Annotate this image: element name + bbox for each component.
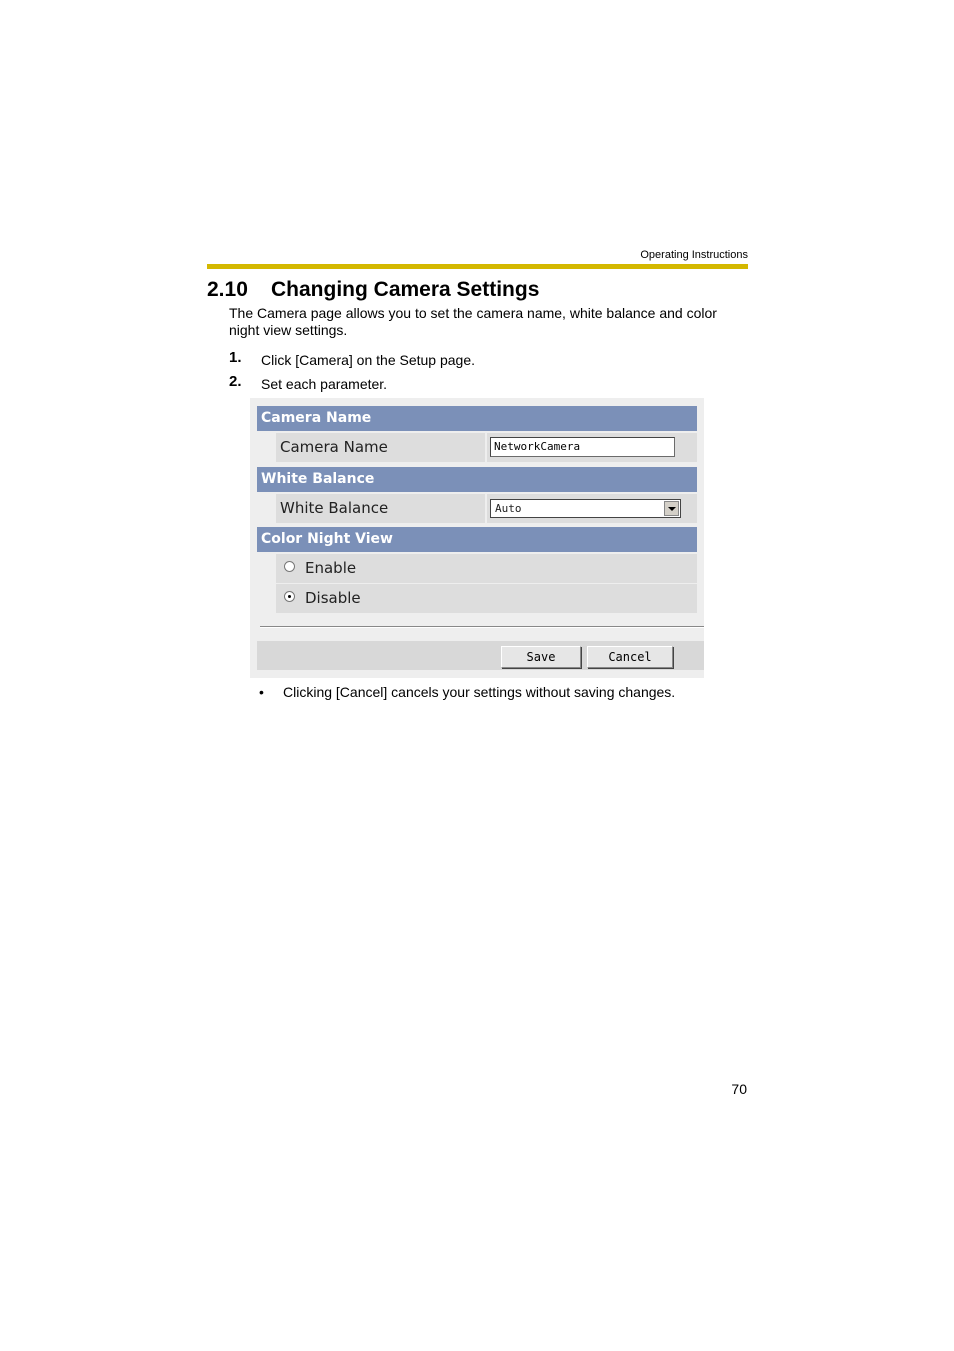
step-number: 2.: [229, 373, 242, 390]
camera-settings-screenshot: [250, 398, 704, 678]
camera-name-row: [276, 433, 697, 462]
section-number: 2.10: [207, 278, 248, 301]
color-night-view-section-bar: Color Night View: [257, 527, 697, 552]
bullet: •: [259, 684, 264, 700]
enable-radio[interactable]: [284, 561, 295, 572]
camera-name-section-bar: Camera Name: [257, 406, 697, 431]
button-bar: [257, 641, 704, 670]
enable-option-row: [276, 554, 697, 583]
row-divider: [485, 433, 487, 462]
page-number: 70: [731, 1081, 747, 1097]
white-balance-label: White Balance: [280, 499, 389, 517]
camera-name-input[interactable]: NetworkCamera: [490, 437, 675, 457]
intro-paragraph: The Camera page allows you to set the camera name, white balance and color night view settings.: [229, 305, 717, 338]
section-heading: [207, 278, 539, 302]
enable-radio-label: Enable: [305, 559, 357, 577]
step-text: Click [Camera] on the Setup page.: [261, 352, 476, 368]
step-number: 1.: [229, 349, 242, 366]
form-separator-highlight: [260, 627, 704, 628]
save-button[interactable]: Save: [501, 646, 581, 668]
white-balance-row: [276, 494, 697, 523]
running-header: Operating Instructions: [640, 249, 748, 261]
dropdown-arrow-icon[interactable]: [664, 501, 679, 516]
header-rule: [207, 264, 748, 269]
note-text: Clicking [Cancel] cancels your settings without saving changes.: [283, 684, 676, 700]
camera-name-label: Camera Name: [280, 438, 388, 456]
disable-radio[interactable]: [284, 591, 295, 602]
cancel-button[interactable]: Cancel: [587, 646, 673, 668]
section-title: Changing Camera Settings: [271, 278, 540, 301]
disable-radio-label: Disable: [305, 589, 361, 607]
disable-option-row: [276, 584, 697, 613]
row-divider: [485, 494, 487, 523]
white-balance-select[interactable]: [490, 499, 681, 518]
step-text: Set each parameter.: [261, 376, 388, 392]
white-balance-value: Auto: [495, 502, 522, 515]
white-balance-section-bar: White Balance: [257, 467, 697, 492]
